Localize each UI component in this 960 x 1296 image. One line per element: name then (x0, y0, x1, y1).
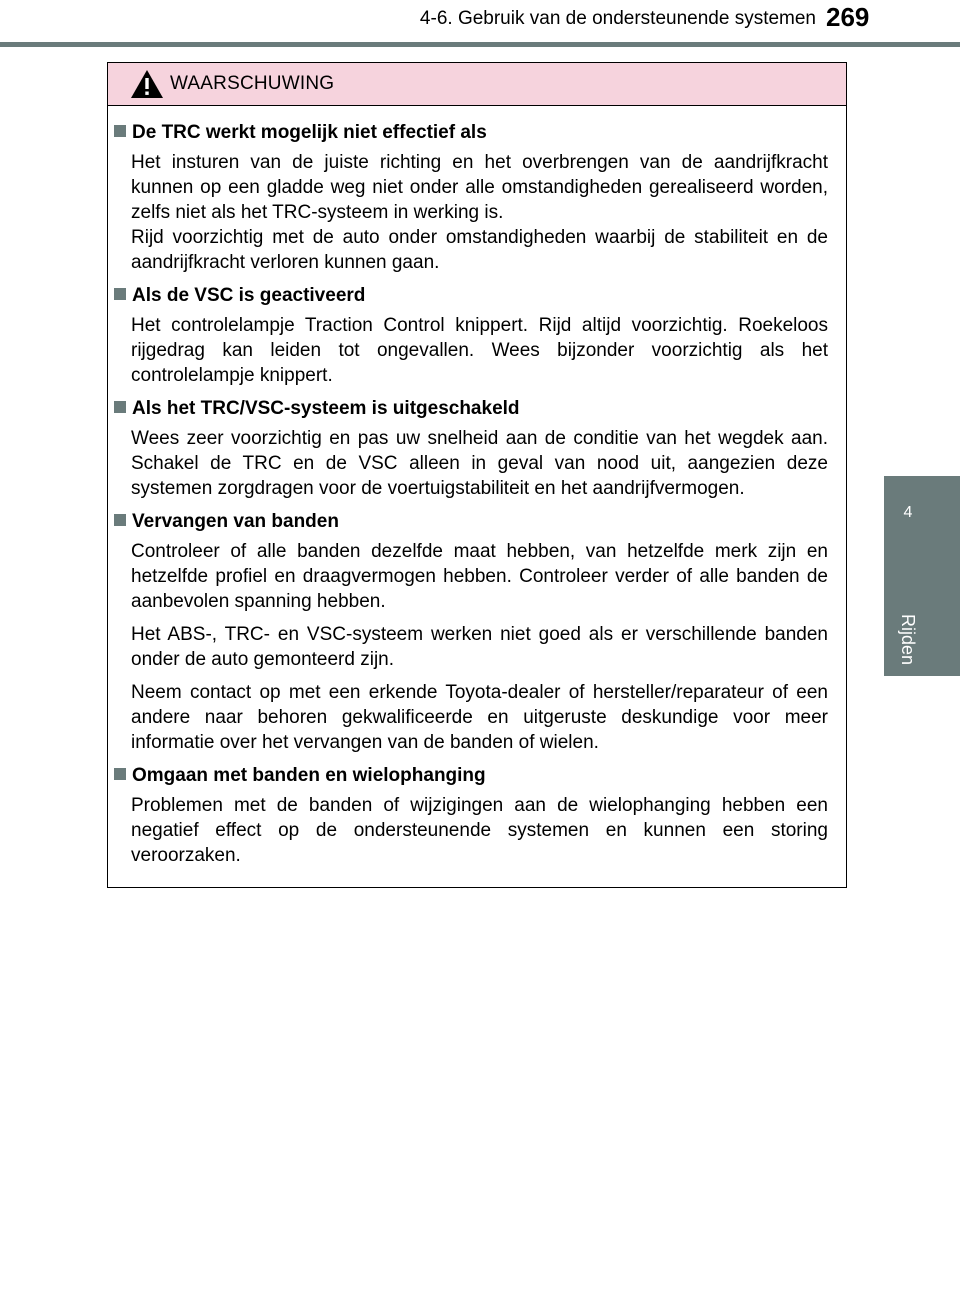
paragraph: Controleer of alle banden dezelfde maat hebben, van hetzelfde merk zijn en hetzelfde profiel en draagvermogen hebben. Controleer verder of alle banden de aanbevolen spanning hebben. (131, 541, 828, 612)
chapter-number: 4 (903, 504, 913, 521)
page-number: 269 (826, 2, 870, 32)
paragraph: Wees zeer voorzichtig en pas uw snelheid aan de conditie van het wegdek aan. Schakel de TRC en de VSC alleen in geval van nood uit, aangezien deze systemen zorgdragen voor de voertuigstabiliteit en het aandrijfvermogen. (131, 428, 828, 499)
section-trc-vsc-off (108, 396, 828, 501)
header-rule (0, 42, 960, 47)
section-tire-replacement (108, 509, 828, 755)
warning-label: WAARSCHUWING (170, 73, 335, 94)
warning-box (107, 62, 847, 888)
paragraph: Problemen met de banden of wijzigingen aan de wielophanging hebben een negatief effect op de ondersteunende systemen en kunnen een storing veroorzaken. (131, 795, 828, 866)
paragraph: Het ABS-, TRC- en VSC-systeem werken niet goed als er verschillende banden onder de auto gemonteerd zijn. (131, 624, 828, 670)
square-bullet-icon (114, 514, 126, 526)
section-trc-effectiveness (108, 120, 828, 275)
square-bullet-icon (114, 125, 126, 137)
paragraph: Het controlelampje Traction Control knippert. Rijd altijd voorzichtig. Roekeloos rijgedrag kan leiden tot ongevallen. Wees bijzonder voorzichtig als het controlelampje knippert. (131, 315, 828, 386)
section-heading: Vervangen van banden (108, 509, 828, 535)
paragraph: Neem contact op met een erkende Toyota-dealer of hersteller/reparateur of een andere naar behoren gekwalificeerde en uitgeruste deskundige voor meer informatie over het vervangen van de banden of wielen. (131, 682, 828, 753)
paragraph: Rijd voorzichtig met de auto onder omstandigheden waarbij de stabiliteit en de aandrijfkracht verloren kunnen gaan. (131, 227, 828, 273)
section-heading: Als het TRC/VSC-systeem is uitgeschakeld (108, 396, 828, 422)
section-heading: De TRC werkt mogelijk niet effectief als (108, 120, 828, 146)
warning-body (108, 106, 846, 868)
square-bullet-icon (114, 768, 126, 780)
section-heading: Als de VSC is geactiveerd (108, 283, 828, 309)
warning-header (108, 63, 846, 106)
section-vsc-activated (108, 283, 828, 388)
section-tires-suspension (108, 763, 828, 868)
square-bullet-icon (114, 401, 126, 413)
section-heading: Omgaan met banden en wielophanging (108, 763, 828, 789)
chapter-tab[interactable] (884, 476, 960, 676)
section-title: 4-6. Gebruik van de ondersteunende systemen (419, 8, 816, 29)
chapter-label: Rijden (898, 614, 918, 666)
warning-triangle-icon (130, 69, 164, 99)
paragraph: Het insturen van de juiste richting en het overbrengen van de aandrijfkracht kunnen op een gladde weg niet onder alle omstandigheden gerealiseerd worden, zelfs niet als het TRC-systeem in werking is. (131, 152, 828, 223)
square-bullet-icon (114, 288, 126, 300)
